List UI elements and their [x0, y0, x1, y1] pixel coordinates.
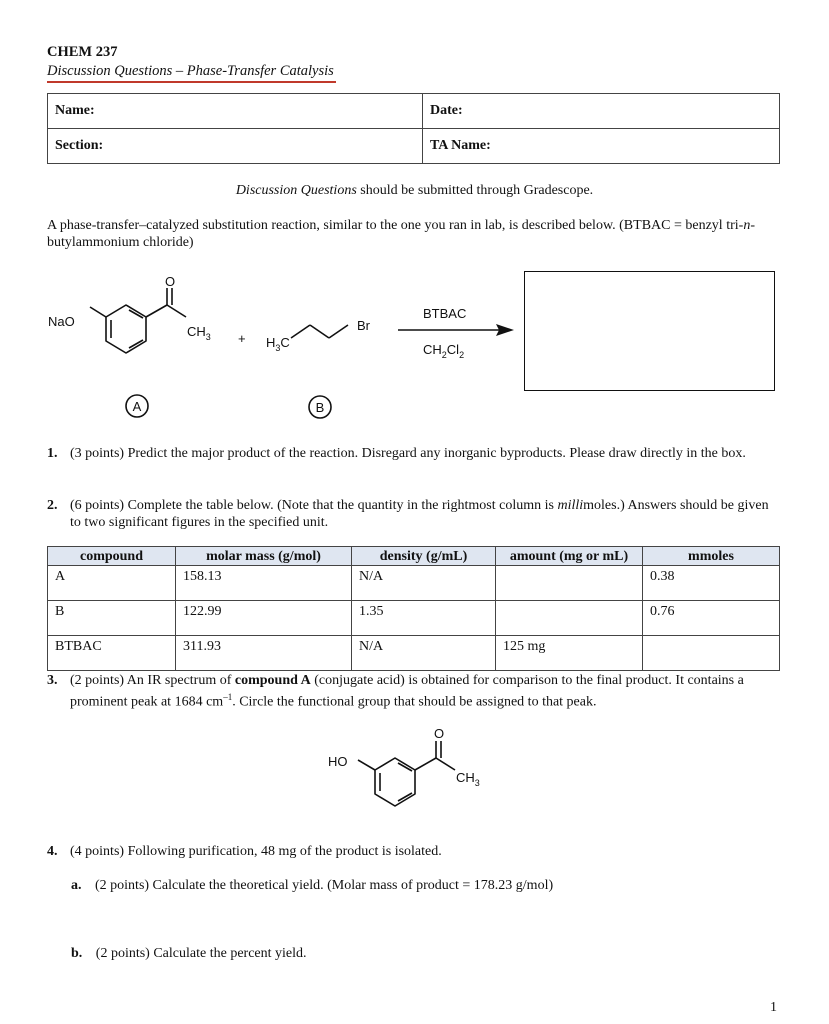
sodium-oxide-label: NaO — [48, 314, 75, 329]
cell-molar-mass: 158.13 — [176, 566, 352, 601]
course-title: CHEM 237 — [47, 44, 118, 60]
question-4-number: 4. — [47, 844, 58, 859]
question-1-number: 1. — [47, 446, 58, 461]
ta-name-label: TA Name: — [430, 137, 491, 153]
question-1-text: Predict the major product of the reaction. Disregard any inorganic byproducts. Please draw directly in the box. — [124, 446, 746, 461]
product-drawing-box[interactable] — [524, 271, 775, 391]
subtitle-underline — [47, 81, 336, 83]
intro-paragraph — [47, 217, 782, 251]
question-1 — [47, 445, 782, 462]
carbonyl-oxygen-label: O — [434, 726, 445, 741]
hydroxyl-label: HO — [328, 754, 348, 769]
cell-density: N/A — [352, 636, 496, 671]
header-amount: amount (mg or mL) — [496, 547, 643, 566]
catalyst-label: BTBAC — [423, 306, 467, 321]
cell-molar-mass: 122.99 — [176, 601, 352, 636]
plus-sign: + — [238, 331, 246, 346]
question-3-bold: compound A — [234, 673, 311, 688]
submission-note — [0, 183, 829, 200]
document-subtitle: Discussion Questions – Phase-Transfer Catalysis — [47, 63, 334, 79]
question-3-points: (2 points) — [70, 673, 125, 688]
question-4 — [47, 843, 782, 860]
section-field[interactable] — [48, 129, 423, 164]
question-3-superscript: –1 — [223, 692, 233, 702]
cell-density: N/A — [352, 566, 496, 601]
table-row — [48, 566, 780, 601]
compound-b-label: B — [315, 400, 325, 415]
question-4a — [71, 877, 553, 894]
question-4b-label: b. — [71, 946, 83, 961]
question-4-points: (4 points) — [70, 844, 125, 859]
cell-amount: 125 mg — [496, 636, 643, 671]
methyl-label: $CH_3$ — [456, 770, 480, 788]
date-field[interactable] — [423, 94, 780, 129]
question-4a-text: (2 points) Calculate the theoretical yield. (Molar mass of product = 178.23 g/mol) — [95, 878, 554, 893]
page-number: 1 — [770, 1000, 777, 1015]
cell-mmoles[interactable] — [643, 636, 780, 671]
solvent-label: $CH_2Cl_2$ — [423, 342, 465, 360]
section-label: Section: — [55, 137, 104, 153]
intro-text-2: -butylammonium chloride) — [47, 218, 755, 250]
intro-text-1: A phase-transfer–catalyzed substitution reaction, similar to the one you ran in lab, is described below. (BTBAC = benzyl tri- — [47, 218, 744, 233]
table-row — [48, 636, 780, 671]
question-2-italic: milli — [557, 498, 584, 513]
header-molar-mass: molar mass (g/mol) — [176, 547, 352, 566]
question-2-text-1: Complete the table below. (Note that the quantity in the rightmost column is — [124, 498, 558, 513]
question-4a-label: a. — [71, 878, 82, 893]
question-2 — [47, 497, 782, 531]
question-3-text-2: (conjugate acid) is obtained for comparison to the final product. It contains a prominent peak at 1684 cm — [70, 673, 744, 710]
cell-amount[interactable] — [496, 566, 643, 601]
question-4b — [71, 945, 307, 962]
question-3-text-3: . Circle the functional group that should be assigned to that peak. — [232, 694, 597, 710]
methyl-label: $CH_3$ — [187, 324, 211, 342]
question-2-text-2: moles.) Answers should be given to two significant figures in the specified unit. — [70, 498, 769, 530]
question-2-number: 2. — [47, 498, 58, 513]
date-label: Date: — [430, 102, 463, 118]
question-4-text: Following purification, 48 mg of the product is isolated. — [124, 844, 442, 859]
carbonyl-oxygen-label: O — [165, 274, 176, 289]
reaction-scheme — [40, 270, 520, 430]
cell-amount[interactable] — [496, 601, 643, 636]
name-label: Name: — [55, 102, 95, 118]
cell-compound: BTBAC — [48, 636, 176, 671]
ta-name-field[interactable] — [423, 129, 780, 164]
question-3-text-1: An IR spectrum of — [124, 673, 235, 688]
intro-italic-n: n — [743, 218, 751, 233]
bromine-label: Br — [357, 318, 370, 333]
question-1-points: (3 points) — [70, 446, 125, 461]
reagent-b-methyl-label: $H_3C$ — [266, 335, 290, 353]
compound-a-label: A — [132, 399, 142, 414]
cell-mmoles: 0.76 — [643, 601, 780, 636]
cell-compound: A — [48, 566, 176, 601]
header-mmoles: mmoles — [643, 547, 780, 566]
header-density: density (g/mL) — [352, 547, 496, 566]
submission-note-rest: should be submitted through Gradescope. — [356, 183, 594, 198]
question-4b-text: (2 points) Calculate the percent yield. — [95, 946, 307, 961]
compound-a-acid-structure[interactable] — [320, 720, 520, 820]
reagent-table — [47, 546, 780, 671]
cell-mmoles: 0.38 — [643, 566, 780, 601]
header-compound: compound — [48, 547, 176, 566]
student-info-table — [47, 93, 780, 164]
cell-density: 1.35 — [352, 601, 496, 636]
cell-molar-mass: 311.93 — [176, 636, 352, 671]
question-2-points: (6 points) — [70, 498, 125, 513]
name-field[interactable] — [48, 94, 423, 129]
submission-note-italic: Discussion Questions — [235, 183, 357, 198]
table-row — [48, 601, 780, 636]
question-3 — [47, 672, 782, 711]
cell-compound: B — [48, 601, 176, 636]
question-3-number: 3. — [47, 673, 58, 688]
